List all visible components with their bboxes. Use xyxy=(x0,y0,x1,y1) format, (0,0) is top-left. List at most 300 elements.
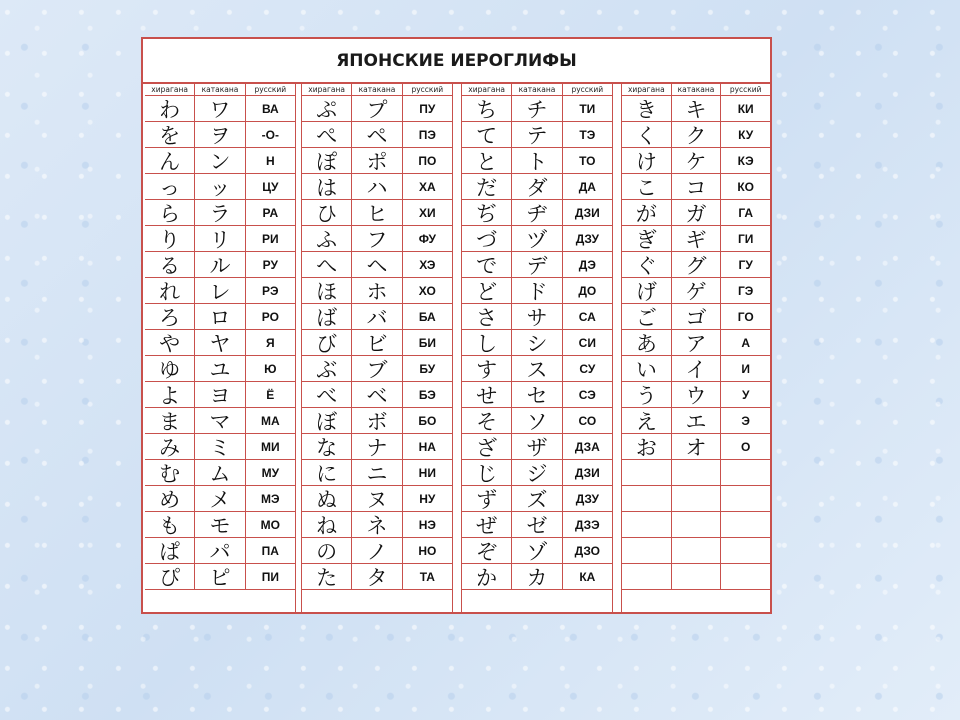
hiragana-cell xyxy=(622,460,672,485)
table-row xyxy=(302,148,452,174)
katakana-cell: ペ xyxy=(352,122,402,147)
hiragana-cell: や xyxy=(145,330,195,355)
katakana-cell: ボ xyxy=(352,408,402,433)
russian-cell: ПО xyxy=(418,153,437,168)
russian-cell: ТА xyxy=(419,569,435,584)
table-row xyxy=(462,564,612,590)
katakana-cell: ゼ xyxy=(512,512,562,537)
hiragana-cell: べ xyxy=(302,382,352,407)
table-row xyxy=(622,200,770,226)
table-row xyxy=(145,382,295,408)
table-row xyxy=(145,148,295,174)
table-row xyxy=(622,356,770,382)
table-row xyxy=(622,174,770,200)
russian-cell: Э xyxy=(741,413,750,428)
hiragana-cell: ち xyxy=(462,96,512,121)
hiragana-cell xyxy=(622,564,672,589)
table-row xyxy=(302,434,452,460)
hiragana-cell: ど xyxy=(462,278,512,303)
russian-cell: ДЗИ xyxy=(574,205,600,220)
katakana-cell: エ xyxy=(672,408,722,433)
table-row xyxy=(622,278,770,304)
table-row xyxy=(302,122,452,148)
russian-cell: ЦУ xyxy=(262,179,279,194)
russian-cell: ГУ xyxy=(738,257,753,272)
table-row xyxy=(622,460,770,486)
table-row xyxy=(302,356,452,382)
katakana-cell: ニ xyxy=(352,460,402,485)
table-row xyxy=(145,200,295,226)
russian-cell: СУ xyxy=(579,361,596,376)
table-row xyxy=(462,226,612,252)
table-row xyxy=(145,486,295,512)
russian-cell: НУ xyxy=(419,491,436,506)
russian-cell: ДЗИ xyxy=(574,465,600,480)
table-row xyxy=(145,304,295,330)
katakana-cell: タ xyxy=(352,564,402,589)
table-row xyxy=(462,382,612,408)
katakana-cell: カ xyxy=(512,564,562,589)
hiragana-cell: ぽ xyxy=(302,148,352,173)
hiragana-cell: そ xyxy=(462,408,512,433)
table-row xyxy=(145,96,295,122)
katakana-cell: ゲ xyxy=(672,278,722,303)
hiragana-cell: う xyxy=(622,382,672,407)
hiragana-cell: ぞ xyxy=(462,538,512,563)
russian-cell: МО xyxy=(260,517,280,532)
header-katakana: катакана xyxy=(195,84,245,95)
russian-cell: ПУ xyxy=(419,101,436,116)
hiragana-cell: に xyxy=(302,460,352,485)
russian-cell: СО xyxy=(578,413,597,428)
hiragana-cell: ひ xyxy=(302,200,352,225)
table-row xyxy=(622,122,770,148)
table-row xyxy=(622,434,770,460)
table-row xyxy=(145,538,295,564)
katakana-cell: ユ xyxy=(195,356,245,381)
russian-cell: ДЗО xyxy=(574,543,601,558)
table-row xyxy=(302,304,452,330)
table-row xyxy=(302,278,452,304)
katakana-cell: ヅ xyxy=(512,226,562,251)
katakana-cell: ラ xyxy=(195,200,245,225)
table-row xyxy=(462,148,612,174)
katakana-cell: パ xyxy=(195,538,245,563)
hiragana-cell: ね xyxy=(302,512,352,537)
russian-cell: -О- xyxy=(261,127,279,142)
hiragana-cell: げ xyxy=(622,278,672,303)
hiragana-cell: る xyxy=(145,252,195,277)
russian-cell: ХЭ xyxy=(419,257,436,272)
katakana-cell: ム xyxy=(195,460,245,485)
russian-cell: Я xyxy=(266,335,275,350)
table-row xyxy=(302,382,452,408)
hiragana-cell: だ xyxy=(462,174,512,199)
table-row xyxy=(622,330,770,356)
hiragana-cell: ば xyxy=(302,304,352,329)
column-rows xyxy=(145,96,295,590)
russian-cell: ПА xyxy=(261,543,279,558)
table-row xyxy=(302,174,452,200)
katakana-cell: ベ xyxy=(352,382,402,407)
table-row xyxy=(302,564,452,590)
table-row xyxy=(622,96,770,122)
katakana-cell: ソ xyxy=(512,408,562,433)
hiragana-cell: ぱ xyxy=(145,538,195,563)
hiragana-cell: ぴ xyxy=(145,564,195,589)
table-row xyxy=(302,200,452,226)
header-hiragana: хирагана xyxy=(145,84,195,95)
katakana-cell: ン xyxy=(195,148,245,173)
column-rows xyxy=(622,96,770,590)
katakana-cell xyxy=(672,486,722,511)
table-row xyxy=(302,96,452,122)
table-row xyxy=(462,486,612,512)
katakana-cell: ノ xyxy=(352,538,402,563)
katakana-cell: プ xyxy=(352,96,402,121)
chart-title: ЯПОНСКИЕ ИЕРОГЛИФЫ xyxy=(143,39,770,84)
russian-cell: МИ xyxy=(261,439,280,454)
hiragana-cell: は xyxy=(302,174,352,199)
katakana-cell: ホ xyxy=(352,278,402,303)
table-row xyxy=(622,512,770,538)
hiragana-cell: が xyxy=(622,200,672,225)
table-row xyxy=(462,200,612,226)
hiragana-cell: へ xyxy=(302,252,352,277)
katakana-cell: ヤ xyxy=(195,330,245,355)
katakana-cell: バ xyxy=(352,304,402,329)
hiragana-cell: ぢ xyxy=(462,200,512,225)
table-row xyxy=(145,226,295,252)
hiragana-cell: ま xyxy=(145,408,195,433)
katakana-cell: ビ xyxy=(352,330,402,355)
russian-cell: СА xyxy=(578,309,596,324)
russian-cell: ГЭ xyxy=(738,283,754,298)
russian-cell: СЭ xyxy=(578,387,596,402)
header-russian: русский xyxy=(254,85,287,94)
hiragana-cell: な xyxy=(302,434,352,459)
table-row xyxy=(622,564,770,590)
katakana-cell: ブ xyxy=(352,356,402,381)
header-katakana: катакана xyxy=(512,84,562,95)
russian-cell: ТО xyxy=(579,153,596,168)
katakana-cell: ヘ xyxy=(352,252,402,277)
katakana-cell: ジ xyxy=(512,460,562,485)
table-row xyxy=(145,252,295,278)
hiragana-cell: よ xyxy=(145,382,195,407)
russian-cell: ДЗА xyxy=(574,439,600,454)
katakana-cell: キ xyxy=(672,96,722,121)
katakana-cell: ナ xyxy=(352,434,402,459)
russian-cell: ДА xyxy=(578,179,596,194)
hiragana-cell: け xyxy=(622,148,672,173)
katakana-cell: イ xyxy=(672,356,722,381)
hiragana-cell: わ xyxy=(145,96,195,121)
russian-cell: ХИ xyxy=(419,205,436,220)
hiragana-cell: て xyxy=(462,122,512,147)
hiragana-cell: せ xyxy=(462,382,512,407)
table-row xyxy=(622,486,770,512)
column-rows xyxy=(302,96,452,590)
table-row xyxy=(145,174,295,200)
hiragana-cell: っ xyxy=(145,174,195,199)
katakana-cell: テ xyxy=(512,122,562,147)
russian-cell: НИ xyxy=(418,465,436,480)
katakana-cell: ゾ xyxy=(512,538,562,563)
russian-cell: О xyxy=(741,439,751,454)
hiragana-cell: ぺ xyxy=(302,122,352,147)
russian-cell: И xyxy=(741,361,750,376)
katakana-cell: ポ xyxy=(352,148,402,173)
russian-cell: ПИ xyxy=(261,569,279,584)
table-row xyxy=(145,564,295,590)
hiragana-cell: み xyxy=(145,434,195,459)
katakana-cell: チ xyxy=(512,96,562,121)
katakana-cell: ミ xyxy=(195,434,245,459)
russian-cell: ПЭ xyxy=(418,127,436,142)
russian-cell: А xyxy=(741,335,751,350)
table-row xyxy=(462,460,612,486)
russian-cell xyxy=(721,564,770,589)
russian-cell: РИ xyxy=(262,231,279,246)
hiragana-cell: ら xyxy=(145,200,195,225)
column-2 xyxy=(301,84,453,614)
katakana-cell: ド xyxy=(512,278,562,303)
russian-cell: МЭ xyxy=(261,491,280,506)
hiragana-cell: と xyxy=(462,148,512,173)
table-row xyxy=(462,174,612,200)
russian-cell: РЭ xyxy=(262,283,279,298)
hiragana-cell: り xyxy=(145,226,195,251)
katakana-cell: デ xyxy=(512,252,562,277)
katakana-cell: ヂ xyxy=(512,200,562,225)
header-russian: русский xyxy=(729,85,762,94)
russian-cell: ТЭ xyxy=(579,127,596,142)
katakana-cell: ル xyxy=(195,252,245,277)
hiragana-cell: か xyxy=(462,564,512,589)
katakana-cell: レ xyxy=(195,278,245,303)
table-row xyxy=(302,512,452,538)
table-row xyxy=(462,304,612,330)
katakana-cell: メ xyxy=(195,486,245,511)
russian-cell: РА xyxy=(262,205,279,220)
katakana-cell: ウ xyxy=(672,382,722,407)
katakana-cell: ヨ xyxy=(195,382,245,407)
russian-cell: НА xyxy=(418,439,436,454)
russian-cell: КА xyxy=(579,569,596,584)
column-1 xyxy=(145,84,296,614)
column-rows xyxy=(462,96,612,590)
russian-cell xyxy=(721,460,770,485)
hiragana-cell: め xyxy=(145,486,195,511)
katakana-cell: ゴ xyxy=(672,304,722,329)
hiragana-cell: く xyxy=(622,122,672,147)
russian-cell: МУ xyxy=(261,465,280,480)
katakana-cell: フ xyxy=(352,226,402,251)
table-row xyxy=(462,96,612,122)
russian-cell: МА xyxy=(260,413,280,428)
table-row xyxy=(302,252,452,278)
katakana-cell: ダ xyxy=(512,174,562,199)
russian-cell: КИ xyxy=(737,101,754,116)
katakana-cell: ネ xyxy=(352,512,402,537)
hiragana-cell xyxy=(622,538,672,563)
hiragana-cell: ぷ xyxy=(302,96,352,121)
russian-cell: У xyxy=(741,387,750,402)
russian-cell: ФУ xyxy=(418,231,436,246)
katakana-cell: ロ xyxy=(195,304,245,329)
column-3 xyxy=(461,84,613,614)
katakana-cell: ク xyxy=(672,122,722,147)
katakana-cell: ピ xyxy=(195,564,245,589)
hiragana-cell: き xyxy=(622,96,672,121)
katakana-cell: ア xyxy=(672,330,722,355)
katakana-cell xyxy=(672,538,722,563)
katakana-cell: モ xyxy=(195,512,245,537)
table-row xyxy=(622,538,770,564)
hiragana-cell: び xyxy=(302,330,352,355)
russian-cell: БИ xyxy=(418,335,436,350)
hiragana-cell: ご xyxy=(622,304,672,329)
header-hiragana: хирагана xyxy=(462,84,512,95)
table-row xyxy=(302,538,452,564)
russian-cell: РУ xyxy=(262,257,278,272)
russian-cell: Ё xyxy=(266,387,275,402)
header-katakana: катакана xyxy=(672,84,722,95)
hiragana-cell: し xyxy=(462,330,512,355)
katakana-cell: グ xyxy=(672,252,722,277)
table-row xyxy=(622,304,770,330)
katakana-cell: コ xyxy=(672,174,722,199)
katakana-cell: マ xyxy=(195,408,245,433)
russian-cell: ГО xyxy=(737,309,754,324)
table-row xyxy=(302,226,452,252)
hiragana-cell: お xyxy=(622,434,672,459)
katakana-cell xyxy=(672,460,722,485)
hiragana-cell: た xyxy=(302,564,352,589)
hiragana-cell: の xyxy=(302,538,352,563)
hiragana-cell: ぜ xyxy=(462,512,512,537)
table-row xyxy=(145,512,295,538)
russian-cell xyxy=(721,486,770,511)
katakana-cell: サ xyxy=(512,304,562,329)
hiragana-cell: づ xyxy=(462,226,512,251)
hiragana-cell: あ xyxy=(622,330,672,355)
hiragana-cell: ざ xyxy=(462,434,512,459)
table-row xyxy=(462,356,612,382)
hiragana-cell: で xyxy=(462,252,512,277)
hiragana-cell: す xyxy=(462,356,512,381)
hiragana-cell: ゆ xyxy=(145,356,195,381)
kana-chart xyxy=(141,37,772,614)
table-row xyxy=(145,122,295,148)
russian-cell: БА xyxy=(418,309,436,324)
table-row xyxy=(145,356,295,382)
katakana-cell: ヒ xyxy=(352,200,402,225)
hiragana-cell: ぎ xyxy=(622,226,672,251)
hiragana-cell: ろ xyxy=(145,304,195,329)
russian-cell: ТИ xyxy=(579,101,596,116)
russian-cell: Ю xyxy=(264,361,277,376)
hiragana-cell: む xyxy=(145,460,195,485)
katakana-cell: ズ xyxy=(512,486,562,511)
russian-cell: ГИ xyxy=(737,231,754,246)
russian-cell: ДО xyxy=(578,283,597,298)
header-russian: русский xyxy=(411,85,444,94)
hiragana-cell: じ xyxy=(462,460,512,485)
hiragana-cell xyxy=(622,486,672,511)
hiragana-cell: ふ xyxy=(302,226,352,251)
russian-cell: НО xyxy=(418,543,437,558)
table-row xyxy=(145,434,295,460)
table-row xyxy=(462,278,612,304)
table-row xyxy=(622,408,770,434)
katakana-cell: ギ xyxy=(672,226,722,251)
table-row xyxy=(462,330,612,356)
hiragana-cell: い xyxy=(622,356,672,381)
katakana-cell: ヌ xyxy=(352,486,402,511)
header-hiragana: хирагана xyxy=(302,84,352,95)
katakana-cell xyxy=(672,512,722,537)
hiragana-cell: ん xyxy=(145,148,195,173)
table-row xyxy=(462,434,612,460)
katakana-cell: セ xyxy=(512,382,562,407)
table-row xyxy=(622,252,770,278)
header-russian: русский xyxy=(571,85,604,94)
katakana-cell: ガ xyxy=(672,200,722,225)
header-hiragana: хирагана xyxy=(622,84,672,95)
russian-cell: ВА xyxy=(261,101,279,116)
katakana-cell: シ xyxy=(512,330,562,355)
russian-cell: БУ xyxy=(419,361,436,376)
column-4 xyxy=(621,84,770,614)
hiragana-cell: ぼ xyxy=(302,408,352,433)
table-row xyxy=(145,278,295,304)
katakana-cell: ッ xyxy=(195,174,245,199)
russian-cell: НЭ xyxy=(418,517,436,532)
hiragana-cell: ず xyxy=(462,486,512,511)
hiragana-cell: こ xyxy=(622,174,672,199)
russian-cell: ХО xyxy=(418,283,436,298)
table-row xyxy=(462,122,612,148)
table-row xyxy=(462,408,612,434)
hiragana-cell: も xyxy=(145,512,195,537)
katakana-cell: リ xyxy=(195,226,245,251)
katakana-cell: ト xyxy=(512,148,562,173)
russian-cell: ДЭ xyxy=(578,257,596,272)
table-row xyxy=(462,512,612,538)
russian-cell: ХА xyxy=(418,179,436,194)
table-row xyxy=(462,538,612,564)
katakana-cell: ヲ xyxy=(195,122,245,147)
katakana-cell: ケ xyxy=(672,148,722,173)
table-row xyxy=(622,382,770,408)
table-row xyxy=(302,460,452,486)
hiragana-cell: え xyxy=(622,408,672,433)
table-row xyxy=(302,408,452,434)
hiragana-cell: を xyxy=(145,122,195,147)
russian-cell: ГА xyxy=(738,205,754,220)
russian-cell: КУ xyxy=(738,127,754,142)
katakana-cell: ハ xyxy=(352,174,402,199)
russian-cell xyxy=(721,538,770,563)
russian-cell: ДЗУ xyxy=(575,231,599,246)
katakana-cell xyxy=(672,564,722,589)
table-row xyxy=(622,226,770,252)
russian-cell: БЭ xyxy=(418,387,436,402)
russian-cell: КЭ xyxy=(737,153,754,168)
katakana-cell: ザ xyxy=(512,434,562,459)
